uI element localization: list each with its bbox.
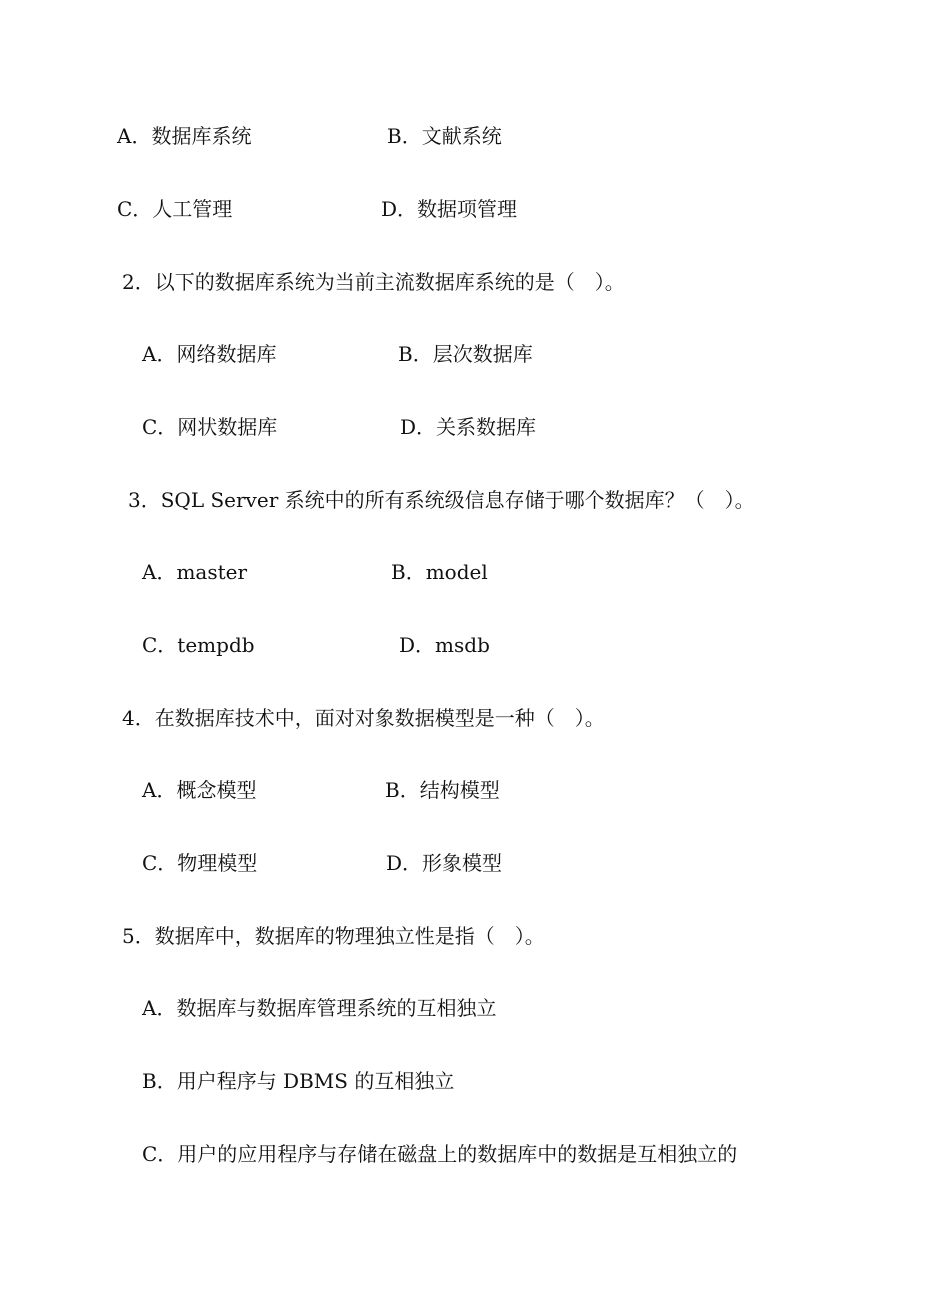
q1-option-c: C．人工管理 [117,197,233,221]
q2-option-c: C．网状数据库 [142,415,278,439]
q4-stem: 4．在数据库技术中，面对对象数据模型是一种（ ）。 [122,706,605,730]
q5-option-a: A．数据库与数据库管理系统的互相独立 [142,996,497,1020]
q1-option-a: A．数据库系统 [117,124,252,148]
q2-option-d: D．关系数据库 [400,415,537,439]
q5-option-b: B．用户程序与 DBMS 的互相独立 [142,1069,455,1093]
q4-option-b: B．结构模型 [385,778,500,802]
q5-stem: 5．数据库中，数据库的物理独立性是指（ ）。 [122,924,545,948]
q4-option-d: D．形象模型 [386,851,503,875]
q3-stem: 3．SQL Server 系统中的所有系统级信息存储于哪个数据库？（ ）。 [128,488,755,512]
q3-option-b: B．model [391,560,488,584]
q3-option-d: D．msdb [399,633,490,657]
q2-stem: 2．以下的数据库系统为当前主流数据库系统的是（ ）。 [122,270,625,294]
q1-option-b: B．文献系统 [387,124,502,148]
q2-option-b: B．层次数据库 [398,342,533,366]
q2-option-a: A．网络数据库 [142,342,277,366]
q4-option-a: A．概念模型 [142,778,257,802]
q3-option-c: C．tempdb [142,633,255,657]
q1-option-d: D．数据项管理 [381,197,518,221]
q4-option-c: C．物理模型 [142,851,258,875]
q3-option-a: A．master [142,560,248,584]
q5-option-c: C．用户的应用程序与存储在磁盘上的数据库中的数据是互相独立的 [142,1142,738,1166]
